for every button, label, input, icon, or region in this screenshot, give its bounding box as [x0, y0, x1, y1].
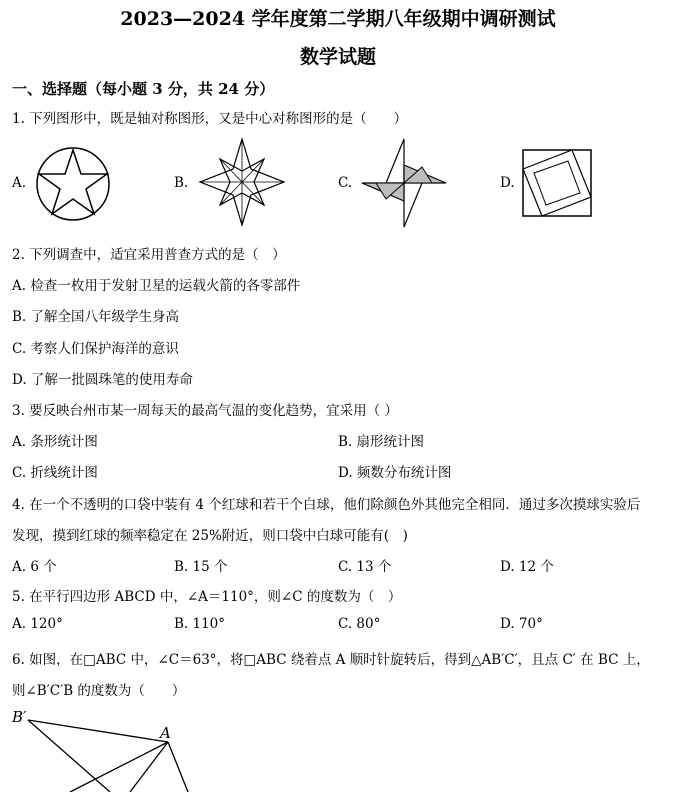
- q2-option-b: B. 了解全国八年级学生身高: [12, 309, 180, 325]
- question-4-stem-line1: 4. 在一个不透明的口袋中装有 4 个红球和若干个白球，他们除颜色外其他完全相同．通过多次摸球实验后: [12, 497, 641, 513]
- page-subtitle: 数学试题: [299, 46, 376, 68]
- q1-option-b-label: B.: [174, 175, 189, 191]
- q1-figure-d-square-in-square: [522, 149, 592, 217]
- question-6-stem-line1: 6. 如图，在□ABC 中，∠C＝63°，将□ABC 绕着点 A 顺时针旋转后，得到△AB′C′，且点 C′ 在 BC 上，: [12, 652, 650, 668]
- question-5-stem: 5. 在平行四边形 ABCD 中，∠A＝110°，则∠C 的度数为（ ）: [12, 589, 402, 605]
- q1-figure-b-eight-point-star: [196, 137, 288, 227]
- question-2-stem: 2. 下列调查中，适宜采用普查方式的是（ ）: [12, 247, 286, 263]
- q5-option-a: A. 120°: [12, 616, 63, 632]
- section-heading: 一、选择题（每小题 3 分，共 24 分）: [12, 80, 275, 98]
- q1-figure-c-pinwheel: [360, 137, 448, 229]
- q4-option-d: D. 12 个: [500, 559, 554, 575]
- q1-option-c-label: C.: [338, 175, 353, 191]
- q1-figure-a-circle-star: [34, 146, 112, 222]
- q3-option-d: D. 频数分布统计图: [338, 465, 452, 481]
- q1-option-d-label: D.: [500, 175, 515, 191]
- q6-rotation-figure: [10, 706, 210, 792]
- q5-option-d: D. 70°: [500, 616, 543, 632]
- q4-option-b: B. 15 个: [174, 559, 228, 575]
- q3-option-a: A. 条形统计图: [12, 434, 98, 450]
- q5-option-c: C. 80°: [338, 616, 381, 632]
- q4-option-a: A. 6 个: [12, 559, 57, 575]
- question-1-stem: 1. 下列图形中，既是轴对称图形，又是中心对称图形的是（ ）: [12, 111, 408, 127]
- question-6-stem-line2: 则∠B′C′B 的度数为（ ）: [12, 683, 186, 699]
- q3-option-b: B. 扇形统计图: [338, 434, 425, 450]
- page-title: 2023—2024 学年度第二学期八年级期中调研测试: [120, 8, 556, 30]
- q2-option-a: A. 检查一枚用于发射卫星的运载火箭的各零部件: [12, 278, 301, 294]
- q3-option-c: C. 折线统计图: [12, 465, 98, 481]
- q6-label-a: A: [160, 724, 171, 742]
- q1-option-a-label: A.: [12, 175, 27, 191]
- q4-option-c: C. 13 个: [338, 559, 392, 575]
- q5-option-b: B. 110°: [174, 616, 226, 632]
- q6-label-b-prime: B′: [12, 708, 27, 726]
- question-4-stem-line2: 发现，摸到红球的频率稳定在 25%附近，则口袋中白球可能有( ): [12, 528, 408, 544]
- q2-option-d: D. 了解一批圆珠笔的使用寿命: [12, 372, 193, 388]
- question-3-stem: 3. 要反映台州市某一周每天的最高气温的变化趋势，宜采用（ ）: [12, 403, 398, 419]
- q2-option-c: C. 考察人们保护海洋的意识: [12, 341, 179, 357]
